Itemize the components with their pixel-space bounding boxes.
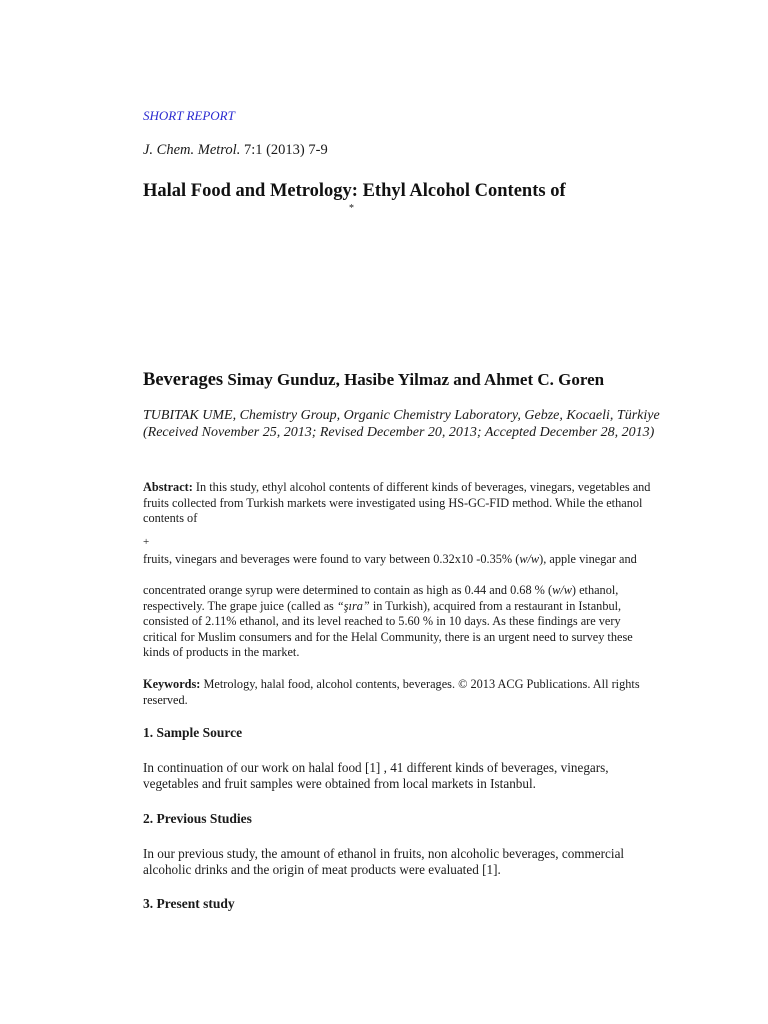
journal-volume-pages: 7:1 (2013) 7-9 (240, 142, 328, 158)
abstract-unit-ww-2: w/w (552, 583, 572, 597)
paper-title-line-2 (143, 370, 604, 391)
keywords-label: Keywords: (143, 677, 201, 691)
section-body-sample-source: In continuation of our work on halal food [1] , 41 different kinds of beverages, vinegars, vegetables and fruit samples were obtained from local markets in Istanbul. (143, 760, 609, 791)
abstract-paragraph-3 (143, 583, 653, 661)
report-type-label: SHORT REPORT (143, 108, 235, 123)
abstract-term-sira: “şıra” (336, 598, 370, 613)
paper-title-line-1: Halal Food and Metrology: Ethyl Alcohol Contents of (143, 181, 566, 201)
section-body-previous-studies: In our previous study, the amount of ethanol in fruits, non alcoholic beverages, commercial alcoholic drinks and the origin of meat products were evaluated [1]. (143, 846, 625, 877)
journal-name: J. Chem. Metrol. (143, 142, 241, 158)
abstract-text-1: In this study, ethyl alcohol contents of different kinds of beverages, vinegars, vegetables and fruits collected from Turkish markets were investigated using HS-GC-FID method. While the ethanol contents of (143, 480, 651, 525)
title-footnote-marker: * (349, 203, 354, 214)
abstract-text-3b: ) ethanol, respectively. The grape juice (called as (143, 583, 619, 613)
author-list: Simay Gunduz, Hasibe Yilmaz and Ahmet C. Goren (223, 370, 605, 389)
paper-title-last-word: Beverages (143, 370, 224, 390)
abstract-paragraph-2 (143, 552, 653, 568)
section-heading-present-study: 3. Present study (143, 896, 235, 911)
keywords-paragraph (143, 677, 653, 708)
keywords-text: Metrology, halal food, alcohol contents, beverages. © 2013 ACG Publications. All rights reserved. (143, 677, 640, 707)
journal-citation (143, 142, 328, 159)
abstract-text-3c: in Turkish), acquired from a restaurant in Istanbul, consisted of 2.11% ethanol, and its level reached to 5.60 % in 10 days. As these findings are very critical for Muslim consumers and for the Helal Community, there is an urgent need to survey these kinds of products in the market. (143, 598, 633, 659)
abstract-text-2b: ), apple vinegar and (539, 552, 637, 566)
abstract-label: Abstract: (143, 480, 193, 494)
affiliation-and-dates: TUBITAK UME, Chemistry Group, Organic Chemistry Laboratory, Gebze, Kocaeli, Türkiye (Received November 25, 2013; Revised December 20, 2013; Accepted December 28, 2013) (143, 408, 660, 440)
abstract-paragraph-1 (143, 480, 653, 527)
superscript-marker: + (143, 536, 150, 548)
section-heading-previous-studies: 2. Previous Studies (143, 811, 252, 826)
abstract-text-2a: fruits, vinegars and beverages were found to vary between 0.32x10 -0.35% ( (143, 552, 520, 566)
section-heading-sample-source: 1. Sample Source (143, 725, 243, 740)
abstract-text-3a: concentrated orange syrup were determined to contain as high as 0.44 and 0.68 % ( (143, 583, 553, 597)
abstract-unit-ww: w/w (519, 552, 540, 566)
